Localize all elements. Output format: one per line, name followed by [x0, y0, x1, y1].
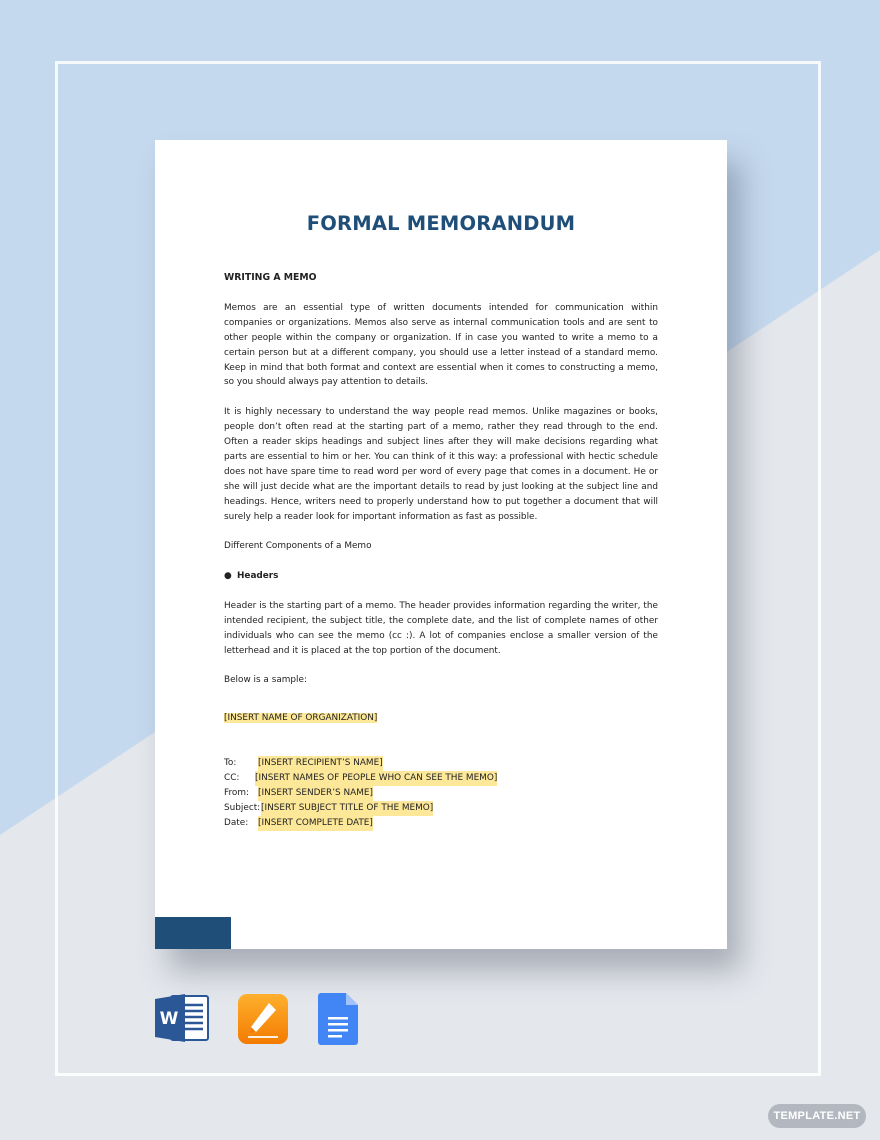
to-label: To: — [224, 758, 237, 769]
subject-label: Subject: — [224, 803, 261, 814]
google-docs-icon[interactable] — [318, 993, 358, 1045]
document-title: FORMAL MEMORANDUM — [306, 212, 576, 235]
from-value: [INSERT SENDER’S NAME] — [258, 786, 373, 801]
paragraph-components: Different Components of a Memo — [224, 541, 372, 552]
paragraph-intro: Memos are an essential type of written documents intended for communication within companies or organizations. Memos also serve as internal communication tools and are sent to other people within the company or organization. If in case you wanted to write a memo to a certain person but at a different company, you should use a letter instead of a standard memo. Keep in mind that both format and context are essential when it comes to constructing a memo, so you should always pay attention to details. — [224, 302, 658, 388]
subject-value: [INSERT SUBJECT TITLE OF THE MEMO] — [261, 801, 433, 816]
bullet-headers-label: Headers — [237, 571, 279, 582]
memo-document — [155, 140, 727, 949]
date-value: [INSERT COMPLETE DATE] — [258, 816, 373, 831]
pages-icon[interactable] — [238, 994, 288, 1044]
watermark-badge: TEMPLATE.NET — [768, 1104, 866, 1128]
to-row — [224, 756, 658, 771]
word-icon[interactable] — [155, 993, 209, 1043]
svg-text:W: W — [159, 1009, 179, 1029]
footer-accent-block — [155, 917, 231, 949]
sample-intro: Below is a sample: — [224, 675, 307, 686]
app-icons-row — [0, 993, 880, 1049]
bullet-dot-icon: ● — [224, 571, 232, 582]
from-row — [224, 786, 658, 801]
org-placeholder-line — [224, 711, 658, 726]
document-body — [224, 271, 658, 831]
cc-row — [224, 771, 658, 786]
cc-value: [INSERT NAMES OF PEOPLE WHO CAN SEE THE MEMO] — [255, 771, 497, 786]
org-placeholder: [INSERT NAME OF ORGANIZATION] — [224, 713, 378, 724]
paragraph-header: Header is the starting part of a memo. The header provides information regarding the writer, the intended recipient, the subject title, the complete date, and the list of complete names of other individuals who can see the memo (cc :). A lot of companies enclose a smaller version of the letterhead and it is placed at the top portion of the document. — [224, 600, 658, 656]
to-value: [INSERT RECIPIENT’S NAME] — [258, 756, 383, 771]
date-label: Date: — [224, 817, 249, 828]
date-row — [224, 816, 658, 831]
from-label: From: — [224, 788, 249, 799]
section-heading: WRITING A MEMO — [224, 272, 317, 283]
subject-row — [224, 801, 658, 816]
paragraph-reading: It is highly necessary to understand the way people read memos. Unlike magazines or books, people don’t often read at the starting part of a memo, rather they read through to the end. Often a reader skips headings and subject lines after they will make decisions regarding what parts are essential to him or her. You can think of it this way: a professional with hectic schedule does not have spare time to read word per word of every page that comes in a document. He or she will just decide what are the important details to read by just looking at the subject line and headings. Hence, writers need to properly understand how to put together a document that will surely help a reader look for important information as fast as possible. — [224, 407, 658, 522]
bullet-headers — [224, 569, 658, 584]
cc-label: CC: — [224, 773, 240, 784]
